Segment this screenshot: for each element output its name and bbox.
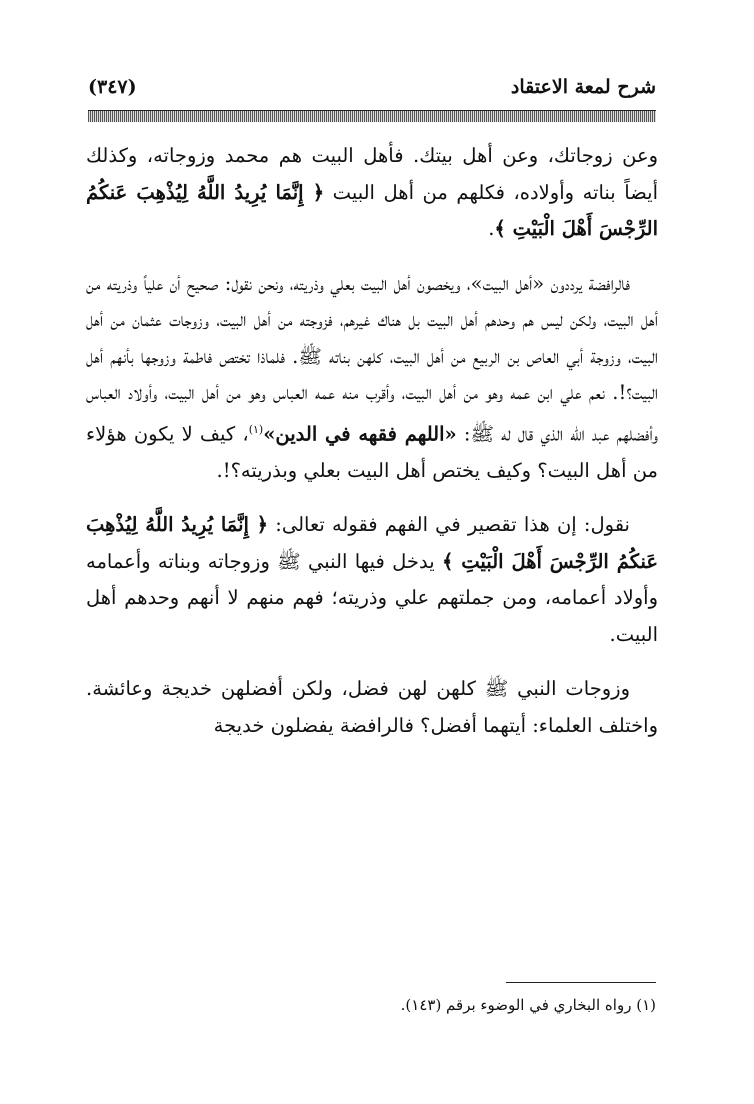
header-divider — [88, 110, 656, 122]
footnote-reference[interactable]: (١) — [248, 422, 264, 436]
paragraph-1-text: وعن زوجاتك، وعن أهل بيتك. فأهل البيت هم محمد وزوجاته، وكذلك أيضاً بناته وأولاده، فكلهم من أهل البيت — [86, 144, 658, 204]
footnote-divider — [506, 982, 656, 983]
paragraph-4-text: وزوجات النبي ﷺ كلهن لهن فضل، ولكن أفضلهن خديجة وعائشة. واختلف العلماء: أيتهما أفضل؟ فالرافضة يفضلون خديجة — [86, 677, 658, 737]
paragraph-3-text: نقول: إن هذا تقصير في الفهم فقوله تعالى: — [268, 513, 630, 536]
hadith-quote: «اللهم فقهه في الدين» — [263, 422, 457, 445]
paragraph-4 — [86, 671, 658, 744]
page-number: (٣٤٧) — [88, 76, 137, 98]
quran-verse: ﴿ إِنَّمَا يُرِيدُ اللَّهُ لِيُذْهِبَ عَنكُمُ الرِّجْسَ أَهْلَ الْبَيْتِ ﴾ — [86, 513, 658, 573]
body-text — [86, 138, 658, 762]
paragraph-2-text: فالرافضة يرددون «أهل البيت»، ويخصون أهل البيت بعلي وذريته، ونحن نقول: صحيح أن علياً وذريته من أهل البيت، ولكن ليس هم وحدهم أهل البيت بل هناك غيرهم، فزوجته من أهل البيت، وزوجات عثمان من أهل البيت، وزوجة أبي العاص بن الربيع من أهل البيت، كلهن بناته ﷺ. فلماذا تختص فاطمة وزوجها بأنهم أهل البيت؟!. نعم علي ابن عمه وهو من أهل البيت، وأقرب منه عمه العباس وهو من أهل البيت، وأولاد العباس وأفضلهم عبد الله الذي قال له ﷺ: — [86, 271, 659, 445]
paragraph-3-end: يدخل فيها النبي ﷺ وزوجاته وبناته وأعمامه وأولاد أعمامه، ومن جملتهم علي وذريته؛ فهم منهم لا أنهم وحدهم أهل البيت. — [86, 549, 658, 646]
footnote: (١) رواه البخاري في الوضوء برقم (١٤٣). — [400, 996, 656, 1014]
paragraph-2 — [86, 266, 658, 490]
running-title: شرح لمعة الاعتقاد — [510, 76, 656, 98]
paragraph-3 — [86, 507, 658, 653]
paragraph-1 — [86, 138, 658, 248]
quran-verse: ﴿ إِنَّمَا يُرِيدُ اللَّهُ لِيُذْهِبَ عَنكُمُ الرِّجْسَ أَهْلَ الْبَيْتِ ﴾ — [86, 180, 658, 240]
paragraph-1-end: . — [488, 217, 495, 240]
page-header — [88, 76, 656, 106]
paragraph-2-end: ، كيف لا يكون هؤلاء من أهل البيت؟ وكيف يختص أهل البيت بعلي وبذريته؟!. — [86, 422, 658, 482]
